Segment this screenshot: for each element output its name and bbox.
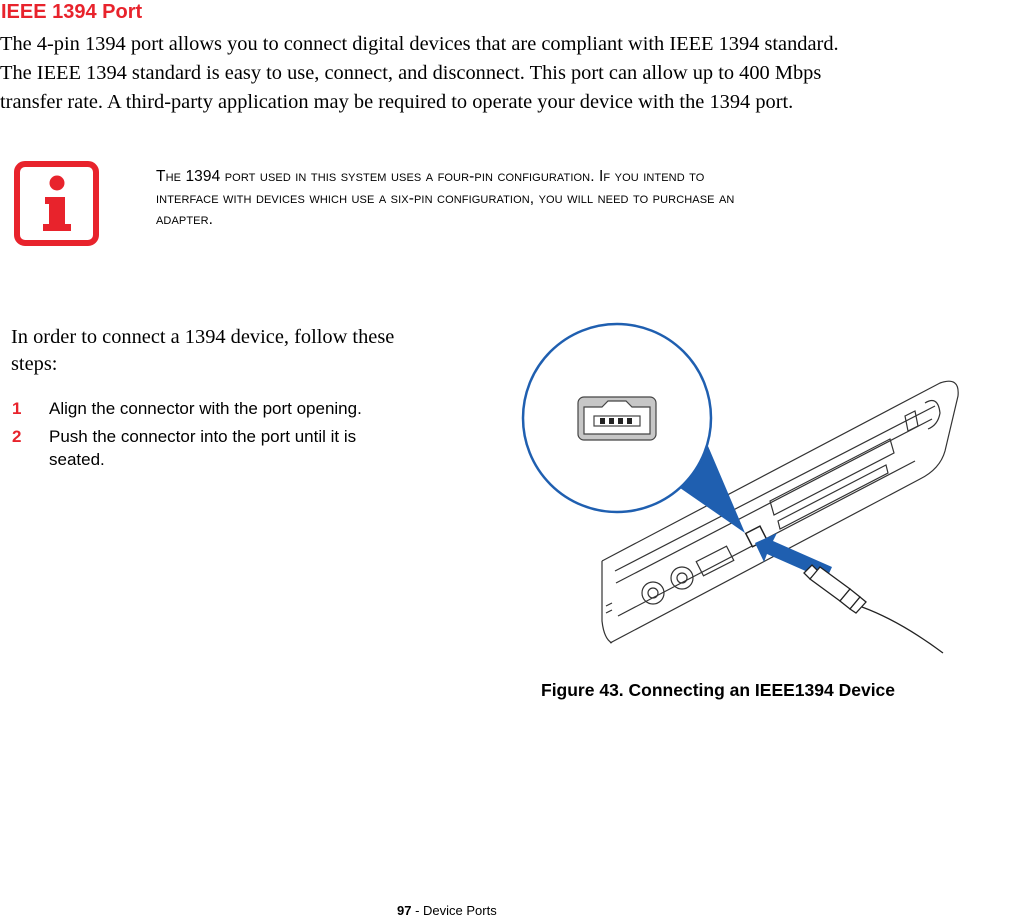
lead-line: In order to connect a 1394 device, follow these bbox=[11, 326, 395, 348]
figure-caption: Figure 43. Connecting an IEEE1394 Device bbox=[541, 680, 896, 700]
note-line: interface with devices which use a six-pin configuration, you will need to purchase an bbox=[156, 189, 735, 207]
step-list bbox=[10, 397, 480, 476]
note-line: adapter. bbox=[156, 211, 214, 228]
step-line: seated. bbox=[49, 450, 105, 469]
four-pin-port-closeup bbox=[578, 397, 656, 440]
footer-separator: - bbox=[411, 903, 424, 918]
intro-line: The 4-pin 1394 port allows you to connect digital devices that are compliant with IEEE 1394 standard. bbox=[0, 33, 839, 55]
step-line: Align the connector with the port opening. bbox=[49, 399, 362, 418]
step-text bbox=[49, 397, 480, 420]
page-footer bbox=[397, 903, 497, 918]
section-title: IEEE 1394 Port bbox=[1, 1, 143, 23]
ieee1394-plug bbox=[804, 565, 866, 613]
step-number: 2 bbox=[12, 427, 22, 446]
page-number: 97 bbox=[397, 903, 412, 918]
footer-section: Device Ports bbox=[423, 903, 497, 918]
note-text bbox=[156, 166, 1016, 231]
info-icon bbox=[14, 161, 99, 246]
intro-paragraph bbox=[0, 30, 1025, 117]
step-text bbox=[49, 425, 480, 471]
procedure-lead bbox=[11, 324, 481, 378]
note-line: The 1394 port used in this system uses a four-pin configuration. If you intend to bbox=[156, 168, 705, 185]
step-item bbox=[10, 397, 480, 420]
step-item bbox=[10, 425, 480, 471]
step-line: Push the connector into the port until it is bbox=[49, 427, 357, 446]
ieee1394-cable bbox=[862, 607, 943, 653]
ieee1394-connection-illustration bbox=[520, 321, 1025, 656]
intro-line: The IEEE 1394 standard is easy to use, connect, and disconnect. This port can allow up to 400 Mbps bbox=[0, 62, 822, 84]
intro-line: transfer rate. A third-party application may be required to operate your device with the 1394 port. bbox=[0, 91, 794, 113]
lead-line: steps: bbox=[11, 353, 58, 375]
step-number: 1 bbox=[12, 399, 22, 418]
